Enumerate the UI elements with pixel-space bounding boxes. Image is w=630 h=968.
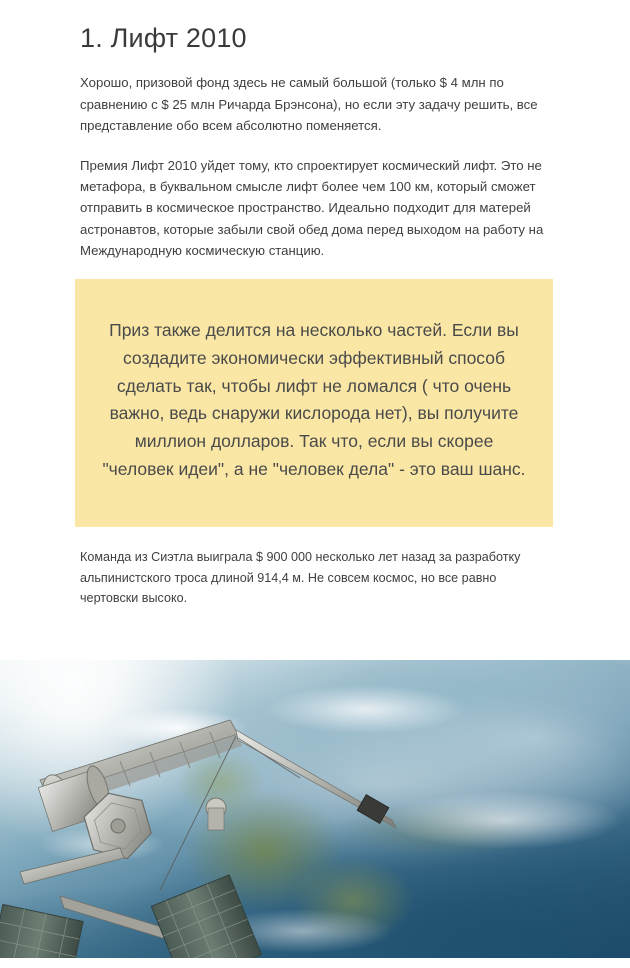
closing-paragraph: Команда из Сиэтла выиграла $ 900 000 несколько лет назад за разработку альпинистского троса длиной 914,4 м. Не совсем космос, но все равно чертовски высоко.: [80, 550, 521, 606]
space-station-illustration: [0, 660, 630, 968]
article-image: [0, 660, 630, 968]
paragraph-1: Хорошо, призовой фонд здесь не самый большой (только $ 4 млн по сравнению с $ 25 млн Ричарда Брэнсона), но если эту задачу решить, все представление обо всем абсолютно поменяется.: [80, 75, 538, 134]
callout-text: Приз также делится на несколько частей. Если вы создадите экономически эффективный способ сделать так, чтобы лифт не ломался ( что очень важно, ведь снаружи кислорода нет), вы получите миллион долларов. Так что, если вы скорее "человек идеи", а не "человек дела" - это ваш шанс.: [102, 320, 526, 479]
page-title: 1. Лифт 2010: [80, 23, 247, 53]
highlight-callout: [75, 279, 553, 527]
image-bottom-fade: [0, 958, 630, 968]
paragraph-2: Премия Лифт 2010 уйдет тому, кто спроектирует космический лифт. Это не метафора, в буквальном смысле лифт более чем 100 км, который сможет отправить в космическое пространство. Идеально подходит для матерей астронавтов, которые забыли свой обед дома перед выходом на работу на Международную космическую станцию.: [80, 157, 544, 259]
